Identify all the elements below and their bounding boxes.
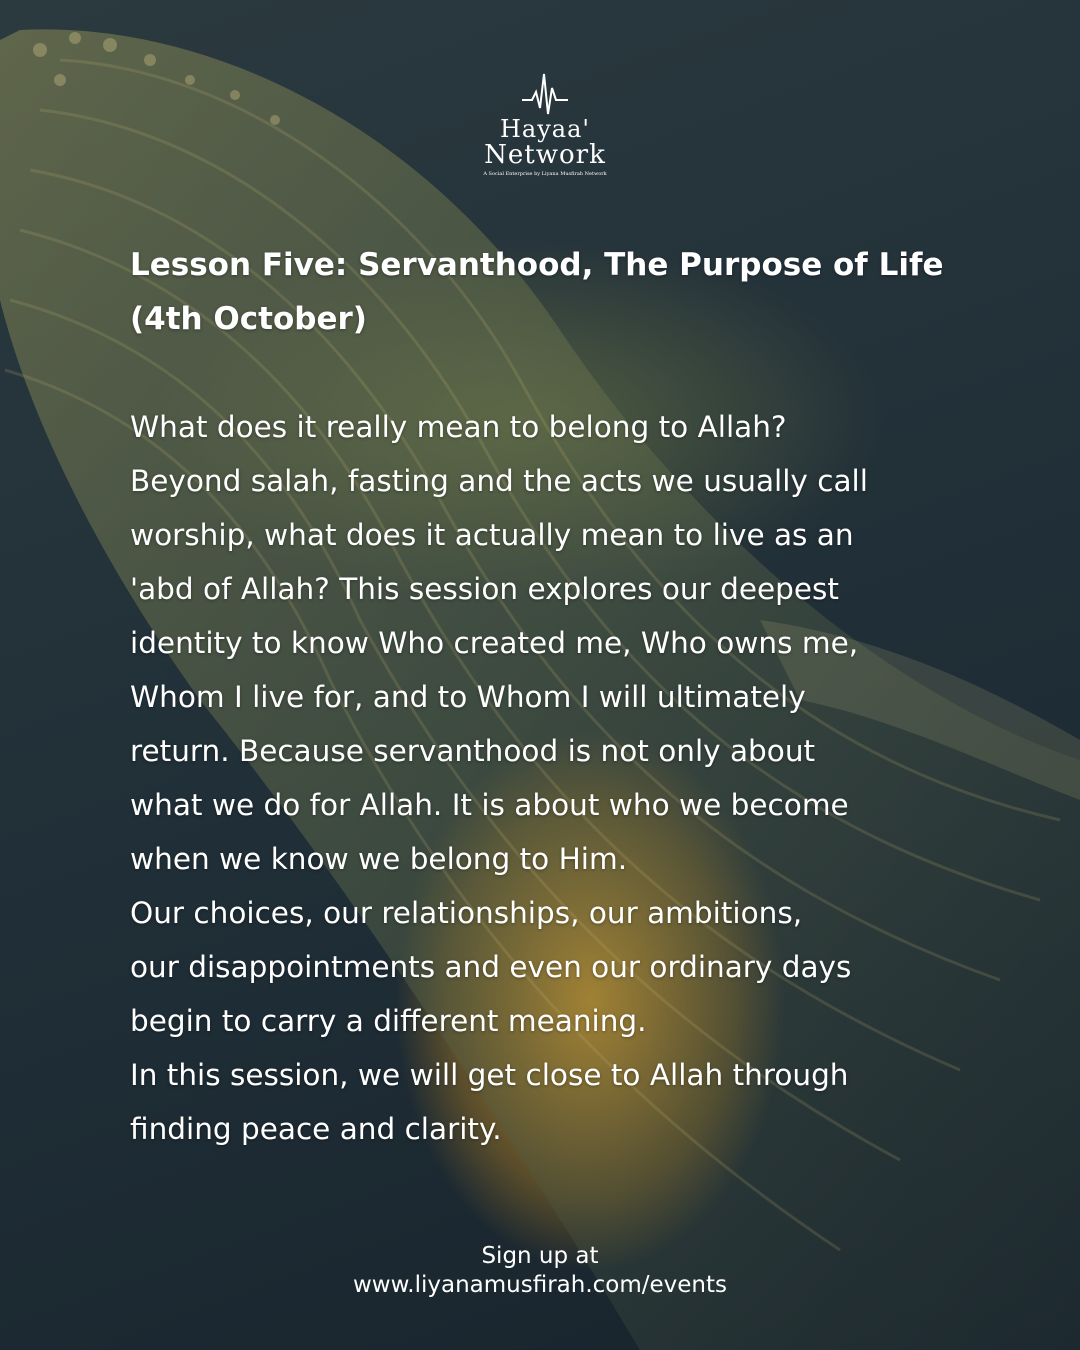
description-line: return. Because servanthood is not only about xyxy=(130,734,816,768)
description-line: finding peace and clarity. xyxy=(130,1112,502,1146)
description-line: worship, what does it actually mean to live as an xyxy=(130,518,854,552)
lesson-description xyxy=(130,400,990,1156)
signup-block xyxy=(240,1242,840,1300)
description-line: Whom I live for, and to Whom I will ultimately xyxy=(130,680,806,714)
description-line: our disappointments and even our ordinary days xyxy=(130,950,852,984)
description-line: begin to carry a different meaning. xyxy=(130,1004,647,1038)
heartbeat-pulse-icon xyxy=(522,70,568,118)
description-line: 'abd of Allah? This session explores our deepest xyxy=(130,572,839,606)
signup-url-link[interactable]: www.liyanamusfirah.com/events xyxy=(352,1272,728,1298)
lesson-title-line-1: Lesson Five: Servanthood, The Purpose of Life xyxy=(130,247,944,283)
description-line: Our choices, our relationships, our ambitions, xyxy=(130,896,803,930)
description-line: identity to know Who created me, Who owns me, xyxy=(130,626,859,660)
description-line: What does it really mean to belong to Allah? xyxy=(130,410,787,444)
description-line: what we do for Allah. It is about who we become xyxy=(130,788,849,822)
logo-line-2: Network xyxy=(484,140,606,170)
lesson-title xyxy=(130,238,990,346)
description-line: Beyond salah, fasting and the acts we usually call xyxy=(130,464,868,498)
signup-label: Sign up at xyxy=(481,1243,599,1269)
logo-tagline: A Social Enterprise by Liyana Musfirah Network xyxy=(483,171,607,177)
logo-line-1: Hayaa' xyxy=(499,115,590,143)
hayaa-network-logo xyxy=(470,70,620,185)
lesson-title-line-2: (4th October) xyxy=(130,301,367,337)
description-line: In this session, we will get close to Allah through xyxy=(130,1058,849,1092)
description-line: when we know we belong to Him. xyxy=(130,842,628,876)
